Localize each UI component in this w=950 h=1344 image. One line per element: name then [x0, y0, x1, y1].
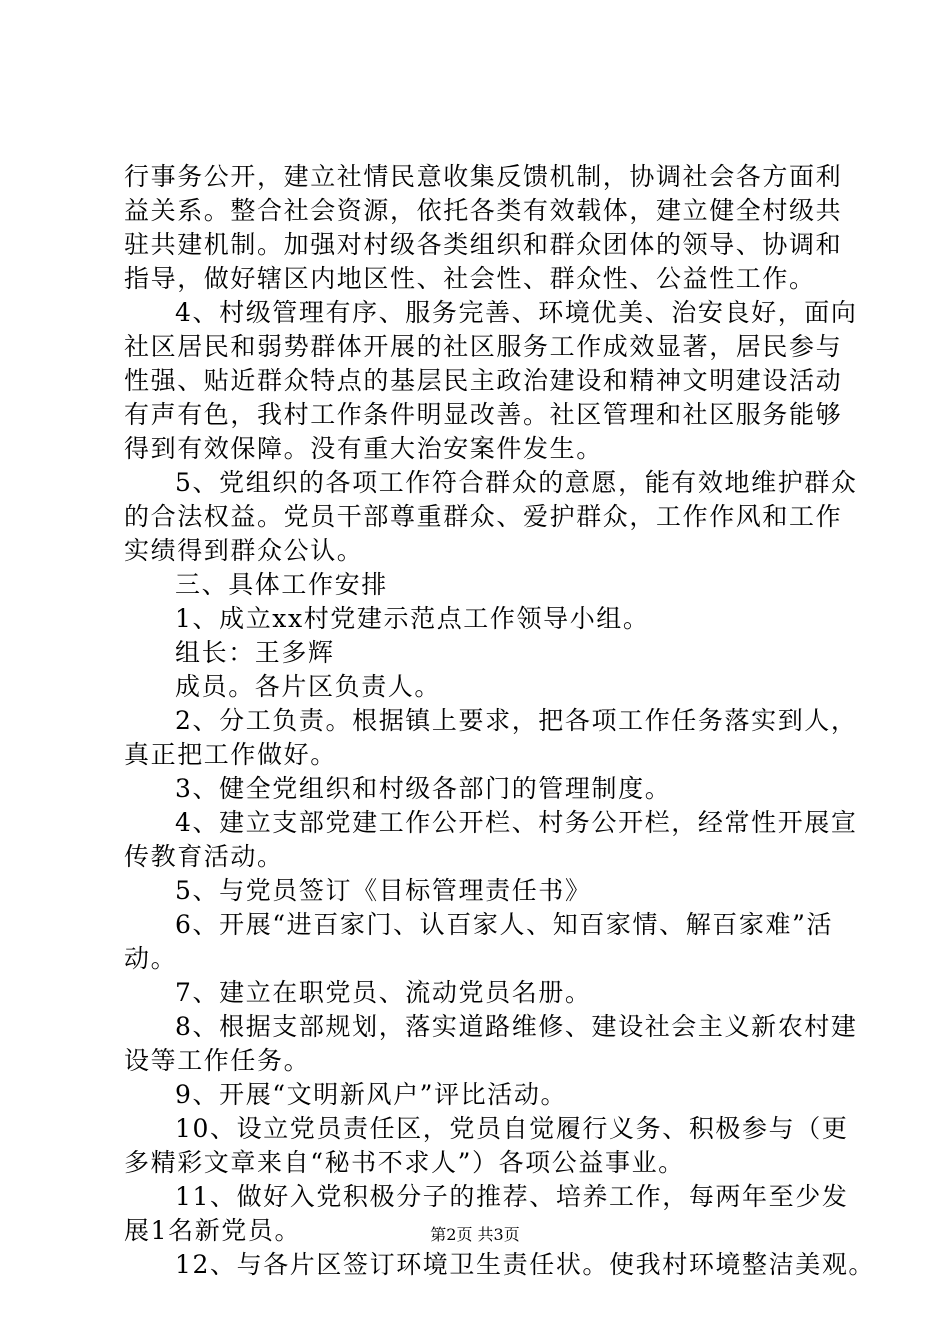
text-line: 得到有效保障。没有重大治安案件发生。 [124, 434, 603, 463]
text-line: 有声有色，我村工作条件明显改善。社区管理和社区服务能够 [124, 400, 843, 429]
text-line: 设等工作任务。 [124, 1046, 311, 1075]
text-line: 4、建立支部党建工作公开栏、村务公开栏，经常性开展宣 [175, 808, 858, 837]
text-line: 6、开展“进百家门、认百家人、知百家情、解百家难”活 [175, 910, 834, 939]
text-line: 成员。各片区负责人。 [175, 672, 442, 701]
text-line: 1、成立xx村党建示范点工作领导小组。 [175, 604, 650, 633]
text-line: 实绩得到群众公认。 [124, 536, 364, 565]
text-line: 5、党组织的各项工作符合群众的意愿，能有效地维护群众 [175, 468, 858, 497]
text-line: 2、分工负责。根据镇上要求，把各项工作任务落实到人， [175, 706, 858, 735]
text-line: 3、健全党组织和村级各部门的管理制度。 [175, 774, 672, 803]
text-line: 5、与党员签订《目标管理责任书》 [175, 876, 592, 905]
text-line: 12、与各片区签订环境卫生责任状。使我村环境整洁美观。 [175, 1250, 876, 1279]
text-line: 7、建立在职党员、流动党员名册。 [175, 978, 592, 1007]
text-line: 10、设立党员责任区，党员自觉履行义务、积极参与（更 [175, 1114, 849, 1143]
document-body [124, 160, 876, 1282]
text-line: 组长：王多辉 [175, 638, 335, 667]
text-line: 益关系。整合社会资源，依托各类有效载体，建立健全村级共 [124, 196, 843, 225]
text-line: 性强、贴近群众特点的基层民主政治建设和精神文明建设活动 [124, 366, 843, 395]
text-line: 指导，做好辖区内地区性、社会性、群众性、公益性工作。 [124, 264, 816, 293]
text-line: 真正把工作做好。 [124, 740, 337, 769]
text-line: 多精彩文章来自“秘书不求人”）各项公益事业。 [124, 1148, 685, 1177]
text-line: 4、村级管理有序、服务完善、环境优美、治安良好，面向 [175, 298, 858, 327]
text-line: 行事务公开，建立社情民意收集反馈机制，协调社会各方面利 [124, 162, 843, 191]
text-line: 展1名新党员。 [124, 1216, 302, 1245]
text-line: 的合法权益。党员干部尊重群众、爱护群众，工作作风和工作 [124, 502, 843, 531]
text-line: 社区居民和弱势群体开展的社区服务工作成效显著，居民参与 [124, 332, 843, 361]
text-line: 驻共建机制。加强对村级各类组织和群众团体的领导、协调和 [124, 230, 843, 259]
page-footer: 第2页 共3页 [430, 1225, 520, 1244]
text-line: 11、做好入党积极分子的推荐、培养工作，每两年至少发 [175, 1182, 849, 1211]
text-line: 8、根据支部规划，落实道路维修、建设社会主义新农村建 [175, 1012, 858, 1041]
text-line: 9、开展“文明新风户”评比活动。 [175, 1080, 568, 1109]
text-line: 传教育活动。 [124, 842, 284, 871]
section-heading: 三、具体工作安排 [175, 570, 388, 599]
text-line: 动。 [124, 944, 178, 973]
